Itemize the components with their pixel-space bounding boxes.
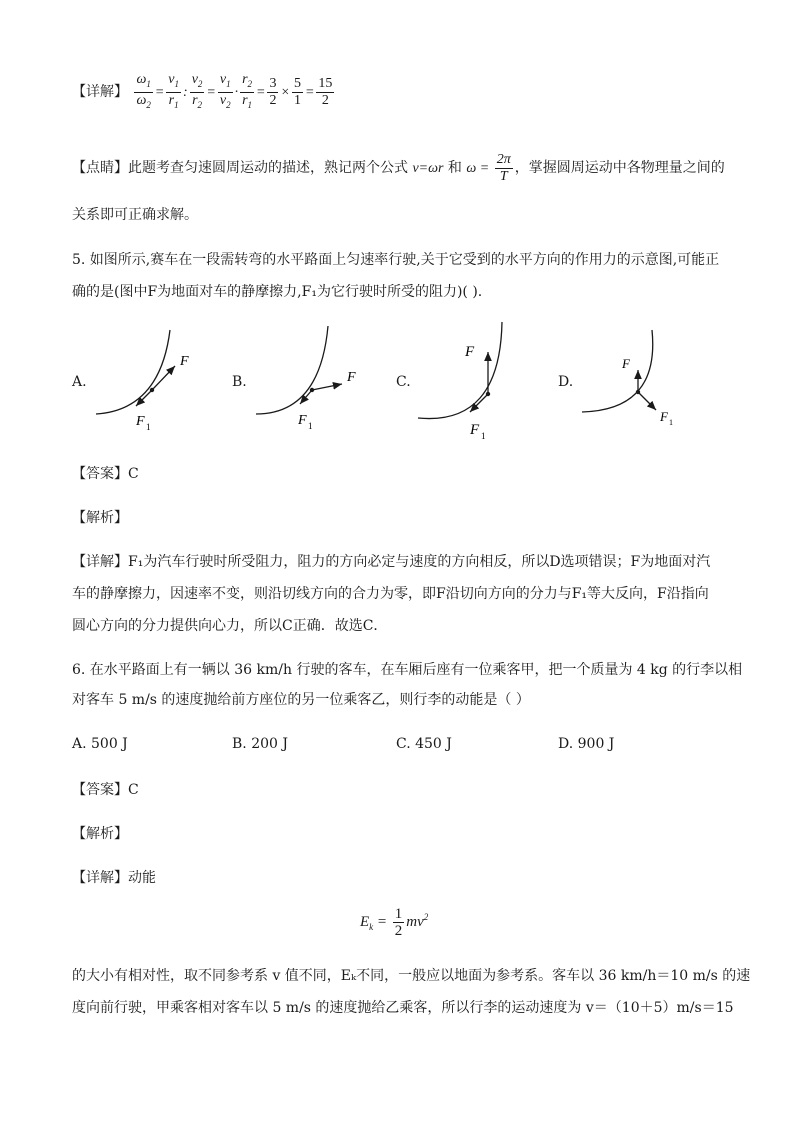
curve-d: [582, 330, 653, 412]
diagram-d: [582, 330, 673, 427]
q5-detail-2: 车的静摩擦力，因速率不变，则沿切线方向的合力为零，即F沿切向方向的分力与F₁等大反向，F沿指向: [72, 586, 709, 602]
label-f1-d: F: [660, 409, 668, 424]
tip-text-b: ，掌握圆周运动中各物理量之间的: [514, 160, 725, 176]
diagram-a: [96, 330, 189, 432]
q5-option-d: D.: [558, 374, 574, 390]
q6-answer: 【答案】C: [72, 782, 139, 798]
ratio-equation: $\frac{\omega_1}{\omega_2}$ = $\frac{v_1}{r_1}$ : $\frac{v_2}{r_2}$ = $\frac{v_1}{v_2}$ · $\frac{r_2}{r_1}$ = $\frac{3}{2}$ × $\frac{5}{1}$ = $\frac{15}{2}$: [136, 72, 333, 111]
label-f-c: F: [465, 344, 475, 360]
q6-analysis: 【解析】: [72, 826, 128, 842]
tip-text-a: 此题考查匀速圆周运动的描述，熟记两个公式: [128, 160, 408, 176]
q6-option-c: C. 450 J: [396, 736, 452, 752]
formula-v-omega-r: v=ωr: [412, 161, 444, 176]
q5-line-2: 确的是(图中F为地面对车的静摩擦力,F₁为它行驶时所受的阻力)( ).: [72, 284, 483, 300]
q5-analysis: 【解析】: [72, 510, 128, 526]
q5-line-1: 5. 如图所示,赛车在一段需转弯的水平路面上匀速率行驶,关于它受到的水平方向的作用力的示意图,可能正: [72, 252, 720, 268]
kinetic-energy-formula: $E_k$ = $\frac{1}{2}$ $mv^2$: [360, 906, 429, 939]
label-f-b: F: [347, 370, 356, 385]
q6-text-1: 的大小有相对性，取不同参考系 v 值不同，Eₖ不同，一般应以地面为参考系。客车以 36 km/h＝10 m/s 的速: [72, 968, 751, 984]
q5-option-b: B.: [232, 374, 247, 390]
q5-option-c: C.: [396, 374, 411, 390]
arrow-f1-d: [638, 392, 656, 410]
label-f-d: F: [622, 356, 630, 371]
q5-option-a: A.: [72, 374, 87, 390]
tip-line-2: 关系即可正确求解。: [72, 207, 198, 223]
q6-option-d: D. 900 J: [558, 736, 615, 752]
label-f1-sub-d: 1: [669, 418, 673, 427]
label-f1-b: F: [298, 413, 307, 428]
formula-omega-2pi-t: ω = $\frac{2\pi}{T}$: [466, 152, 511, 185]
tip-tag: 【点睛】: [72, 160, 128, 176]
q6-option-a: A. 500 J: [72, 736, 128, 752]
q5-detail-3: 圆心方向的分力提供向心力，所以C正确．故选C．: [72, 618, 388, 634]
curve-b: [256, 326, 328, 414]
arrow-f-b: [312, 384, 342, 390]
q6-detail: 【详解】动能: [72, 870, 156, 886]
label-f1-sub-c: 1: [481, 431, 486, 441]
q5-answer: 【答案】C: [72, 466, 139, 482]
q5-detail-1: 【详解】F₁为汽车行驶时所受阻力，阻力的方向必定与速度的方向相反，所以D选项错误；F为地面对汽: [72, 554, 711, 570]
diagram-b: [256, 326, 356, 431]
diagram-c: [418, 322, 502, 441]
label-f-a: F: [180, 354, 189, 369]
arrow-f1-c: [470, 394, 488, 412]
label-f1-sub-a: 1: [146, 422, 151, 432]
q6-line-1: 6. 在水平路面上有一辆以 36 km/h 行驶的客车，在车厢后座有一位乘客甲，把一个质量为 4 kg 的行李以相: [72, 662, 743, 678]
q6-text-2: 度向前行驶，甲乘客相对客车以 5 m/s 的速度抛给乙乘客，所以行李的运动速度为 v＝（10＋5）m/s＝15: [72, 1000, 734, 1016]
label-f1-sub-b: 1: [308, 421, 313, 431]
curve-a: [96, 330, 170, 414]
curve-c: [418, 322, 502, 419]
q6-line-2: 对客车 5 m/s 的速度抛给前方座位的另一位乘客乙，则行李的动能是（ ）: [72, 692, 530, 708]
q6-option-b: B. 200 J: [232, 736, 288, 752]
tip-and: 和: [447, 160, 462, 176]
label-f1-c: F: [470, 422, 480, 438]
detail-tag: 【详解】: [72, 84, 128, 100]
label-f1-a: F: [136, 414, 145, 429]
